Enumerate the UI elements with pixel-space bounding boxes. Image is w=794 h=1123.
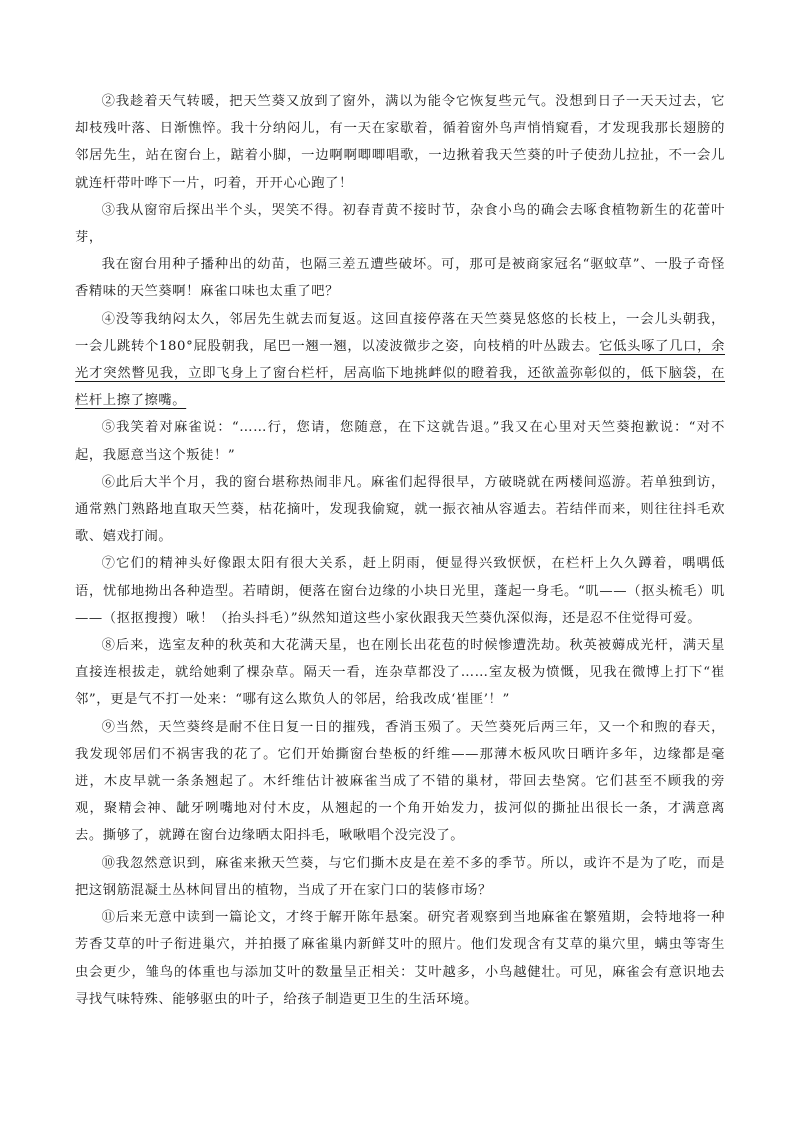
paragraph-8-text: ⑧后来，选室友种的秋英和大花满天星，也在刚长出花苞的时候惨遭洗劫。秋英被薅成光杆，满天星直接连根拔走，就给她剩了棵杂草。隔天一看，连杂草都没了……室友极为愤慨，见我在微博上打下“崔邻”，更是气不打一处来：“哪有这么欺负人的邻居，给我改成‘崔匪’！” bbox=[75, 638, 725, 708]
paragraph-2 bbox=[75, 88, 725, 197]
paragraph-5-text: ⑤我笑着对麻雀说：“……行，您请，您随意，在下这就告退。”我又在心里对天竺葵抱歉说：“对不起，我愿意当这个叛徒！” bbox=[75, 420, 725, 463]
paragraph-10 bbox=[75, 850, 725, 904]
paragraph-11-text: ⑪后来无意中读到一篇论文，才终于解开陈年悬案。研究者观察到当地麻雀在繁殖期，会特地将一种芳香艾草的叶子衔进巢穴，并拍摄了麻雀巢内新鲜艾叶的照片。他们发现含有艾草的巢穴里，螨虫等寄生虫会更少，雏鸟的体重也与添加艾叶的数量呈正相关：艾叶越多，小鸟越健壮。可见，麻雀会有意识地去寻找气味特殊、能够驱虫的叶子，给孩子制造更卫生的生活环境。 bbox=[75, 910, 725, 1007]
paragraph-7-text: ⑦它们的精神头好像跟太阳有很大关系，赶上阴雨，便显得兴致恹恹，在栏杆上久久蹲着，喁喁低语，忧郁地拗出各种造型。若晴朗，便落在窗台边缘的小块日光里，蓬起一身毛。“叽——（抠头梳毛）叽——（抠抠搜搜）啾！（抬头抖毛）”纵然知道这些小家伙跟我天竺葵仇深似海，还是忍不住觉得可爱。 bbox=[75, 556, 725, 626]
paragraph-11 bbox=[75, 904, 725, 1013]
paragraph-6-text: ⑥此后大半个月，我的窗台堪称热闹非凡。麻雀们起得很早，方破晓就在两楼间巡游。若单独到访，通常熟门熟路地直取天竺葵，枯花摘叶，发现我偷窥，就一振衣袖从容遁去。若结伴而来，则往往抖毛欢歌、嬉戏打闹。 bbox=[75, 474, 725, 545]
paragraph-4-underlined-sentence: 它低头啄了几口，余光才突然瞥见我，立即飞身上了窗台栏杆，居高临下地挑衅似的瞪着我，还欲盖弥彰似的，低下脑袋，在栏杆上擦了擦嘴。 bbox=[75, 338, 725, 409]
paragraph-3 bbox=[75, 197, 725, 251]
paragraph-10-text: ⑩我忽然意识到，麻雀来揪天竺葵，与它们撕木皮是在差不多的季节。所以，或许不是为了吃，而是把这钢筋混凝土丛林间冒出的植物，当成了开在家门口的装修市场？ bbox=[75, 855, 725, 898]
paragraph-9 bbox=[75, 714, 725, 850]
paragraph-3-continued-text: 我在窗台用种子播种出的幼苗，也隔三差五遭些破坏。可，那可是被商家冠名“驱蚊草”、一股子奇怪香精味的天竺葵啊！麻雀口味也太重了吧？ bbox=[75, 257, 725, 300]
paragraph-6 bbox=[75, 469, 725, 551]
paragraph-4 bbox=[75, 306, 725, 415]
paragraph-5 bbox=[75, 414, 725, 468]
paragraph-7 bbox=[75, 550, 725, 632]
paragraph-9-text: ⑨当然，天竺葵终是耐不住日复一日的摧残，香消玉殒了。天竺葵死后两三年，又一个和煦的春天，我发现邻居们不祸害我的花了。它们开始撕窗台垫板的纤维——那薄木板风吹日晒许多年，边缘都是毫迸，木皮早就一条条翘起了。木纤维估计被麻雀当成了不错的巢材，带回去垫窝。它们甚至不顾我的旁观，聚精会神、龇牙咧嘴地对付木皮，从翘起的一个角开始发力，拔河似的撕扯出很长一条，才满意离去。撕够了，就蹲在窗台边缘晒太阳抖毛，啾啾唱个没完没了。 bbox=[75, 719, 725, 844]
paragraph-3-text: ③我从窗帘后探出半个头，哭笑不得。初春青黄不接时节，杂食小鸟的确会去啄食植物新生的花蕾叶芽， bbox=[75, 202, 725, 246]
paragraph-4-text: ④没等我纳闷太久，邻居先生就去而复返。这回直接停落在天竺葵晃悠悠的长枝上，一会儿头朝我，一会儿跳转个180°屁股朝我，尾巴一翘一翘，以凌波微步之姿，向枝梢的叶丛跋去。 bbox=[75, 311, 725, 354]
paragraph-8 bbox=[75, 632, 725, 714]
article-body bbox=[75, 88, 725, 1013]
paragraph-2-text: ②我趁着天气转暖，把天竺葵又放到了窗外，满以为能令它恢复些元气。没想到日子一天天过去，它却枝残叶落、日渐憔悴。我十分纳闷儿，有一天在家歇着，循着窗外鸟声悄悄窥看，才发现我那长翅膀的邻居先生，站在窗台上，踮着小脚，一边啊啊唧唧唱歌，一边揪着我天竺葵的叶子使劲儿拉扯，不一会儿就连杆带叶哗下一片，叼着，开开心心跑了！ bbox=[75, 94, 725, 191]
paragraph-3-continued bbox=[75, 251, 725, 305]
